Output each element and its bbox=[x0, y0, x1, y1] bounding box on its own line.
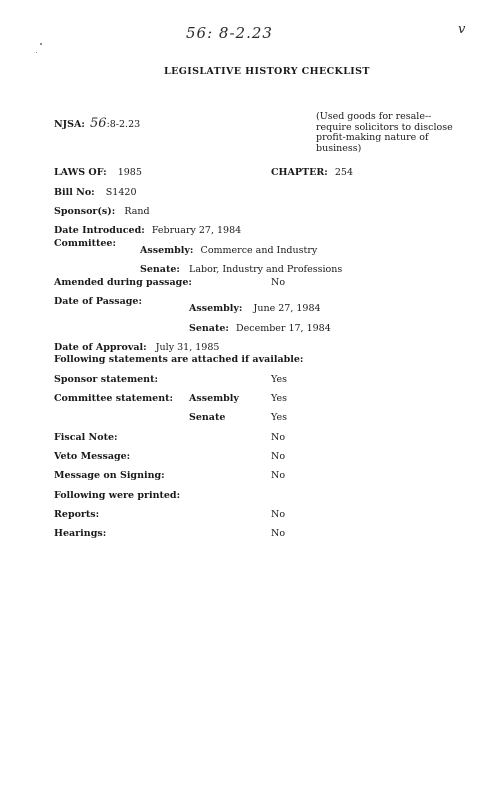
fiscal-note-value: No bbox=[271, 432, 286, 443]
laws-of-label: LAWS OF: bbox=[54, 167, 107, 178]
bill-no-value: S1420 bbox=[105, 187, 137, 198]
sponsor-label: Sponsor(s): bbox=[54, 206, 116, 217]
passage-senate-label: Senate: bbox=[189, 323, 229, 334]
passage-assembly-label: Assembly: bbox=[189, 303, 243, 314]
committee-assembly-value: Commerce and Industry bbox=[200, 245, 318, 256]
handwritten-statute-number: 56: 8-2.23 bbox=[186, 24, 273, 42]
hearings-label: Hearings: bbox=[54, 528, 107, 539]
committee-statement-label: Committee statement: bbox=[54, 393, 174, 404]
passage-assembly-row bbox=[189, 296, 321, 315]
committee-senate-row bbox=[140, 257, 342, 276]
date-of-approval-row bbox=[54, 335, 219, 354]
committee-statement-assembly-value: Yes bbox=[271, 393, 287, 404]
scan-speck bbox=[36, 52, 37, 53]
committee-senate-label: Senate: bbox=[140, 264, 180, 275]
veto-message-label: Veto Message: bbox=[54, 451, 131, 462]
committee-statement-senate-value: Yes bbox=[271, 412, 287, 423]
date-introduced-value: February 27, 1984 bbox=[151, 225, 242, 236]
check-mark: v bbox=[458, 22, 467, 37]
sponsor-row bbox=[54, 199, 150, 218]
committee-label: Committee: bbox=[54, 238, 116, 249]
message-on-signing-value: No bbox=[271, 470, 286, 481]
date-introduced-label: Date Introduced: bbox=[54, 225, 145, 236]
chapter-row bbox=[271, 160, 353, 179]
njsa-value: :8-2.23 bbox=[106, 119, 141, 130]
njsa-handwritten-prefix: 56 bbox=[90, 116, 107, 131]
date-of-approval-label: Date of Approval: bbox=[54, 342, 147, 353]
chapter-label: CHAPTER: bbox=[271, 167, 328, 178]
committee-assembly-label: Assembly: bbox=[140, 245, 194, 256]
reports-value: No bbox=[271, 509, 286, 520]
scan-speck bbox=[40, 43, 42, 45]
date-introduced-row bbox=[54, 218, 241, 237]
committee-statement-assembly-label: Assembly bbox=[189, 393, 239, 404]
sponsor-value: Rand bbox=[124, 206, 150, 217]
committee-statement-senate-label: Senate bbox=[189, 412, 226, 423]
committee-senate-value: Labor, Industry and Professions bbox=[189, 264, 343, 275]
laws-of-row bbox=[54, 160, 142, 179]
amended-label: Amended during passage: bbox=[54, 277, 192, 288]
laws-of-value: 1985 bbox=[117, 167, 142, 178]
date-of-passage-label: Date of Passage: bbox=[54, 296, 142, 307]
passage-senate-value: December 17, 1984 bbox=[236, 323, 331, 334]
njsa-row bbox=[54, 112, 140, 131]
page-title: LEGISLATIVE HISTORY CHECKLIST bbox=[164, 66, 370, 77]
bill-no-label: Bill No: bbox=[54, 187, 95, 198]
veto-message-value: No bbox=[271, 451, 286, 462]
njsa-label: NJSA: bbox=[54, 119, 85, 130]
chapter-value: 254 bbox=[334, 167, 353, 178]
bill-no-row bbox=[54, 180, 136, 199]
sponsor-statement-value: Yes bbox=[271, 374, 287, 385]
printed-heading: Following were printed: bbox=[54, 490, 181, 501]
passage-assembly-value: June 27, 1984 bbox=[253, 303, 321, 314]
message-on-signing-label: Message on Signing: bbox=[54, 470, 165, 481]
amended-value: No bbox=[271, 277, 286, 288]
committee-assembly-row bbox=[140, 238, 317, 257]
reports-label: Reports: bbox=[54, 509, 100, 520]
hearings-value: No bbox=[271, 528, 286, 539]
sponsor-statement-label: Sponsor statement: bbox=[54, 374, 158, 385]
attached-statements-heading: Following statements are attached if available: bbox=[54, 354, 304, 365]
date-of-approval-value: July 31, 1985 bbox=[155, 342, 220, 353]
passage-senate-row bbox=[189, 316, 331, 335]
bill-description: (Used goods for resale--require solicitors to disclose profit-making nature of business) bbox=[316, 111, 453, 154]
fiscal-note-label: Fiscal Note: bbox=[54, 432, 118, 443]
